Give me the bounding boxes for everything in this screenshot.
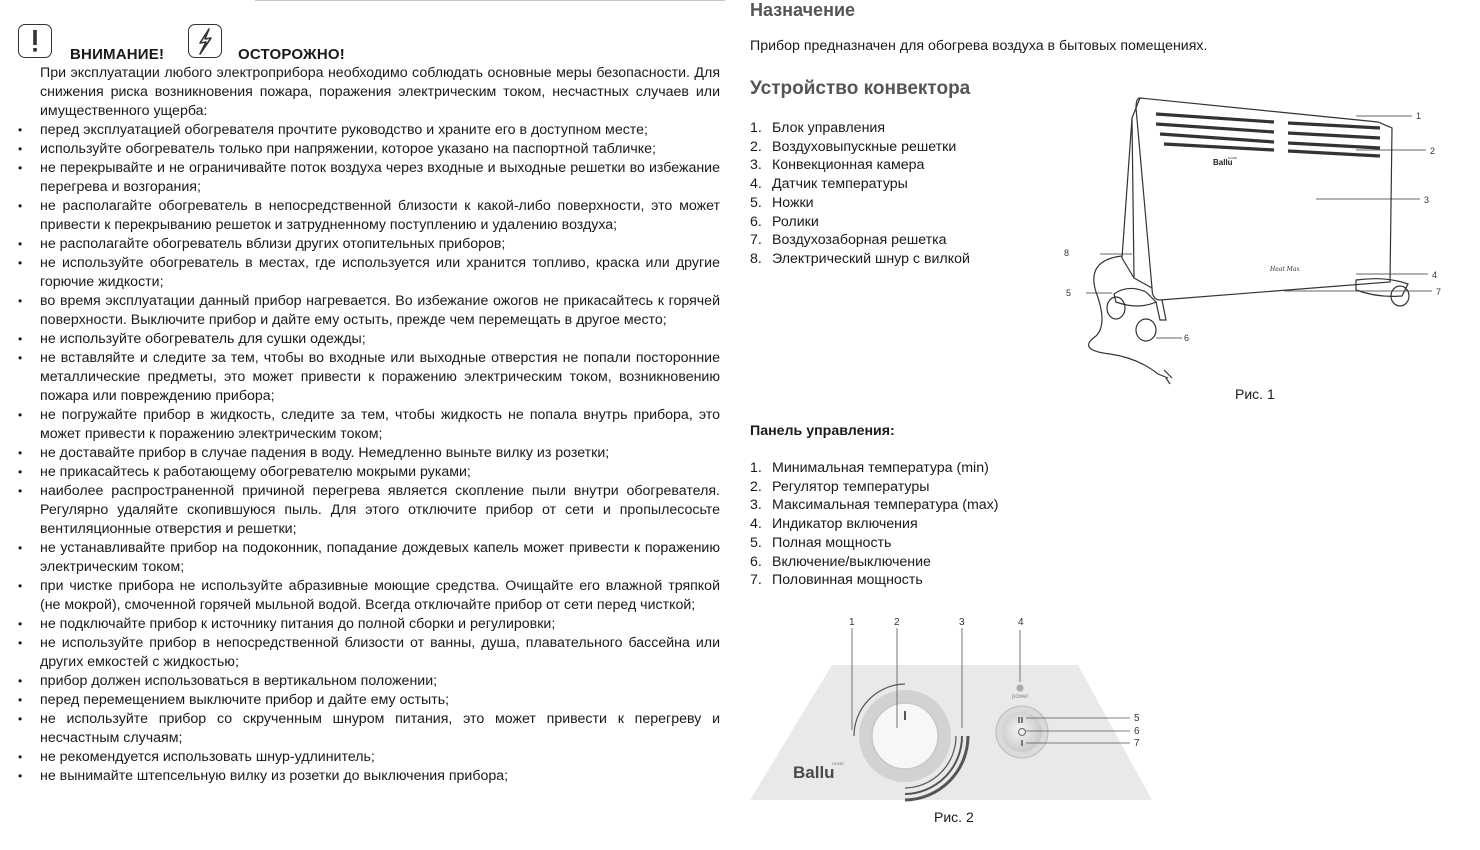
safety-rules-list <box>18 121 720 786</box>
panel-items-list <box>750 459 999 590</box>
safety-rule: • не рекомендуется использовать шнур-удлинитель; <box>18 748 720 767</box>
panel-item-number: 7. <box>750 572 762 589</box>
fig2-brand-sup: HOME <box>832 761 844 766</box>
safety-rule: • перед перемещением выключите прибор и дайте ему остыть; <box>18 691 720 710</box>
safety-section <box>18 24 720 786</box>
panel-item <box>750 534 999 553</box>
device-part-item-label: Воздуховыпускные решетки <box>772 138 957 155</box>
safety-intro: При эксплуатации любого электроприбора необходимо соблюдать основные меры безопасности. Для снижения риска возникновения пожара, поражения электрическим током, несчастных случаев или имущественного ущерба: <box>40 65 720 119</box>
fig1-callout-3: 3 <box>1424 195 1430 205</box>
exclamation-icon <box>18 24 52 58</box>
fig2-callout-5: 5 <box>1134 713 1140 724</box>
panel-item-number: 3. <box>750 497 762 514</box>
device-part-item-label: Ножки <box>772 194 814 211</box>
panel-item <box>750 515 999 534</box>
device-part-item <box>750 156 970 175</box>
fig1-brand-sup: HOME <box>1228 156 1237 160</box>
safety-rule: • перед эксплуатацией обогревателя прочтите руководство и храните его в доступном месте; <box>18 121 720 140</box>
safety-rule: • не прикасайтесь к работающему обогревателю мокрыми руками; <box>18 463 720 482</box>
device-part-item-number: 6. <box>750 213 762 230</box>
fig1-callout-7: 7 <box>1436 287 1442 297</box>
safety-rule: • во время эксплуатации данный прибор нагревается. Во избежание ожогов не прикасайтесь к горячей поверхности. Выключите прибор и дайте ему остыть, прежде чем перемещать в другое место; <box>18 292 720 330</box>
convector-illustration <box>1056 88 1456 388</box>
panel-item-label: Минимальная температура (min) <box>772 460 989 476</box>
safety-rule: • не располагайте обогреватель вблизи других отопительных приборов; <box>18 235 720 254</box>
panel-item-label: Регулятор температуры <box>772 478 930 495</box>
device-part-item-number: 2. <box>750 138 762 155</box>
panel-item-label: Включение/выключение <box>772 553 931 570</box>
panel-heading: Панель управления: <box>750 423 895 439</box>
safety-rule: • при чистке прибора не используйте абразивные моющие средства. Очищайте его влажной тряпкой (не мокрой), смоченной горячей мыльной водой. Всегда отключайте прибор от сети перед чисткой; <box>18 577 720 615</box>
safety-rule: • не доставайте прибор в случае падения в воду. Немедленно выньте вилку из розетки; <box>18 444 720 463</box>
fig1-callout-2: 2 <box>1430 146 1436 156</box>
panel-item <box>750 553 999 572</box>
safety-rule: • не перекрывайте и не ограничивайте поток воздуха через входные и выходные решетки во избежание перегрева и возгорания; <box>18 159 720 197</box>
panel-item <box>750 459 999 478</box>
fig2-callout-3: 3 <box>959 617 965 628</box>
fig2-callout-1: 1 <box>849 617 855 628</box>
fig1-brand: Ballu <box>1213 158 1233 167</box>
purpose-text: Прибор предназначен для обогрева воздуха в бытовых помещениях. <box>750 38 1208 54</box>
device-part-item <box>750 175 970 194</box>
safety-rule: • прибор должен использоваться в вертикальном положении; <box>18 672 720 691</box>
panel-item-number: 4. <box>750 516 762 533</box>
figure-2-caption: Рис. 2 <box>934 809 974 825</box>
safety-rule: • не используйте прибор в непосредственной близости от ванны, душа, плавательного бассейна или других емкостей с жидкостью; <box>18 634 720 672</box>
attention-label: ВНИМАНИЕ! <box>70 46 165 63</box>
fig2-callout-2: 2 <box>894 617 900 628</box>
fig2-callout-7: 7 <box>1134 738 1140 749</box>
device-part-item-label: Конвекционная камера <box>772 157 925 174</box>
device-part-item-number: 8. <box>750 250 762 267</box>
device-part-item-number: 1. <box>750 120 762 136</box>
fig1-callout-4: 4 <box>1432 270 1438 280</box>
device-part-item-label: Электрический шнур с вилкой <box>772 250 970 267</box>
safety-rule: • не вынимайте штепсельную вилку из розетки до выключения прибора; <box>18 767 720 786</box>
caution-label: ОСТОРОЖНО! <box>238 46 345 63</box>
device-part-item-number: 3. <box>750 157 762 174</box>
lightning-icon <box>188 24 222 58</box>
panel-item-label: Полная мощность <box>772 534 892 551</box>
fig2-callout-4: 4 <box>1018 617 1024 628</box>
fig2-brand: Ballu <box>793 763 835 782</box>
device-part-item-label: Датчик температуры <box>772 176 908 193</box>
device-part-item <box>750 119 970 138</box>
device-part-item-number: 7. <box>750 232 762 249</box>
fig1-script: Heat Max <box>1270 266 1300 273</box>
fig1-callout-1: 1 <box>1416 111 1422 121</box>
device-part-item-label: Ролики <box>772 213 819 230</box>
panel-item <box>750 571 999 590</box>
safety-rule: • не вставляйте и следите за тем, чтобы во входные или выходные отверстия не попали посторонние металлические предметы, это может привести к поражению электрическим током, возникновению пожара или повреждению прибора; <box>18 349 720 406</box>
device-part-item-label: Воздухозаборная решетка <box>772 232 947 249</box>
purpose-heading: Назначение <box>750 0 856 20</box>
fig2-callout-6: 6 <box>1134 726 1140 737</box>
safety-rule: • не подключайте прибор к источнику питания до полной сборки и регулировки; <box>18 615 720 634</box>
safety-rule: • не располагайте обогреватель в непосредственной близости к какой-либо поверхности, это может привести к перекрыванию решеток и затрудненному поступлению и удалению воздуха; <box>18 197 720 235</box>
safety-rule: • наиболее распространенной причиной перегрева является скопление пыли внутри обогревателя. Регулярно удаляйте скопившуюся пыль. Для этого отключите прибор от сети и пропылесосьте вентиляционные отверстия и решетки; <box>18 482 720 539</box>
panel-item-label: Максимальная температура (max) <box>772 497 999 514</box>
fig1-callout-5: 5 <box>1066 288 1072 298</box>
safety-rule: • не погружайте прибор в жидкость, следите за тем, чтобы жидкость не попала внутрь прибора, это может привести к поражению электрическим током; <box>18 406 720 444</box>
device-part-item-number: 4. <box>750 176 762 193</box>
fig1-callout-6: 6 <box>1184 333 1190 343</box>
device-part-item <box>750 250 970 269</box>
device-heading: Устройство конвектора <box>750 78 971 99</box>
warning-header <box>18 24 720 64</box>
panel-item-number: 1. <box>750 460 762 476</box>
top-rule <box>255 0 725 1</box>
panel-item-number: 6. <box>750 553 762 570</box>
safety-rule: • используйте обогреватель только при напряжении, которое указано на паспортной табличке; <box>18 140 720 159</box>
device-parts-list <box>750 119 970 269</box>
panel-item-number: 2. <box>750 478 762 495</box>
device-part-item <box>750 138 970 157</box>
safety-rule: • не используйте обогреватель в местах, где используется или хранится топливо, краска или другие горючие жидкости; <box>18 254 720 292</box>
panel-item <box>750 478 999 497</box>
device-part-item-number: 5. <box>750 194 762 211</box>
control-panel-illustration <box>750 612 1170 807</box>
figure-1-caption: Рис. 1 <box>1235 386 1275 402</box>
device-part-item <box>750 213 970 232</box>
power-label: power <box>1012 694 1029 700</box>
safety-rule: • не используйте прибор со скрученным шнуром питания, это может привести к перегреву и несчастным случаям; <box>18 710 720 748</box>
panel-item <box>750 496 999 515</box>
device-part-item <box>750 194 970 213</box>
device-part-item-label: Блок управления <box>772 120 886 136</box>
panel-item-label: Индикатор включения <box>772 516 918 533</box>
safety-rule: • не устанавливайте прибор на подоконник, попадание дождевых капель может привести к поражению электрическим током; <box>18 539 720 577</box>
device-part-item <box>750 231 970 250</box>
safety-rule: • не используйте обогреватель для сушки одежды; <box>18 330 720 349</box>
fig1-callout-8: 8 <box>1064 248 1070 258</box>
panel-item-number: 5. <box>750 534 762 551</box>
panel-item-label: Половинная мощность <box>772 572 923 589</box>
